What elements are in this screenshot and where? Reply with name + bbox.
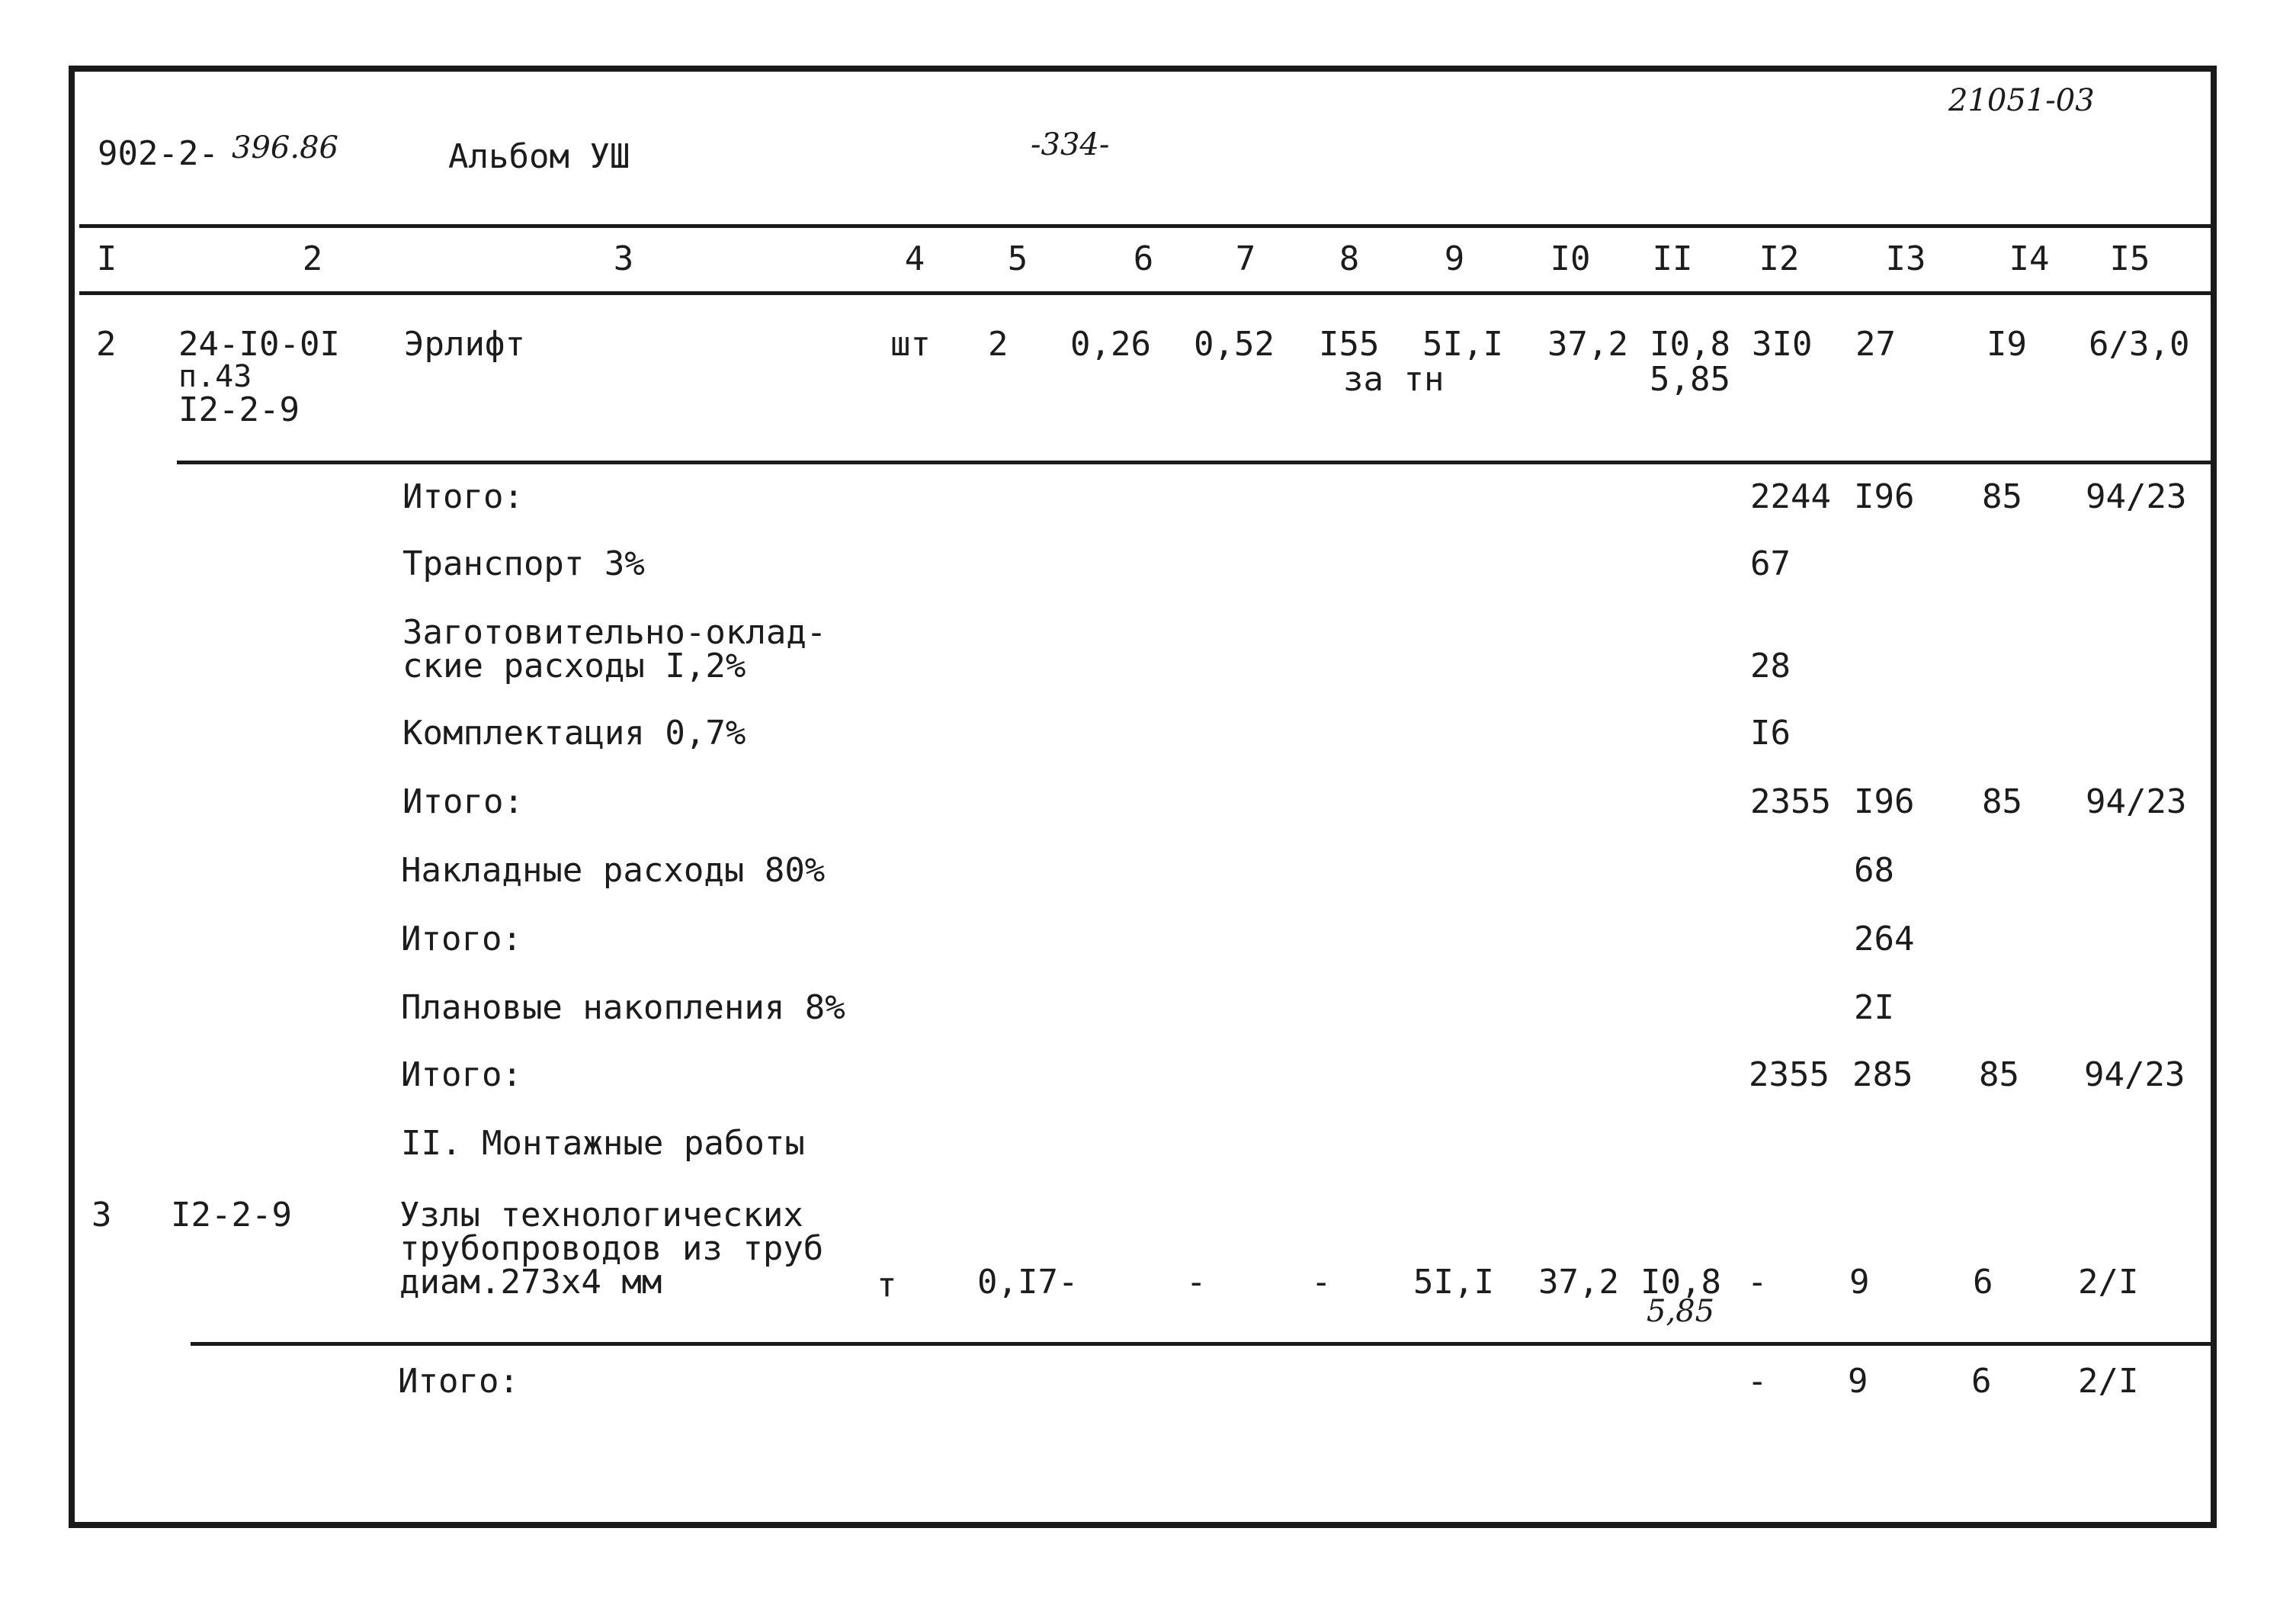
col-head: I3 [1885, 239, 1926, 278]
value-cell: 0,52 [1194, 325, 1275, 364]
value-cell: 5I,I [1422, 325, 1503, 364]
value-cell: 85 [1982, 477, 2022, 516]
section-title: II. Монтажные работы [401, 1124, 805, 1163]
col-head: I5 [2109, 239, 2150, 278]
value-cell: 6/3,0 [2089, 325, 2190, 364]
stamp-number: 21051-03 [1948, 83, 2095, 118]
summary-label: Итого: [402, 782, 524, 821]
value-cell: 85 [1982, 782, 2022, 821]
value-cell: 37,2 [1538, 1263, 1619, 1302]
summary-label: Комплектация 0,7% [402, 714, 746, 753]
rule-row3-bottom [191, 1342, 2211, 1346]
value-cell: I0,8 [1650, 325, 1730, 364]
value-cell: 67 [1750, 544, 1791, 583]
value-cell: - [1747, 1362, 1768, 1401]
album-title: Альбом УШ [448, 137, 630, 176]
value-note: 5,85 [1650, 360, 1730, 399]
value-cell: - [1747, 1263, 1768, 1302]
value-cell: 2355 [1750, 782, 1831, 821]
value-cell: - [1311, 1263, 1332, 1302]
col-head: II [1652, 239, 1693, 278]
value-cell: I96 [1854, 782, 1915, 821]
value-cell: 5I,I [1413, 1263, 1494, 1302]
code-cell: 24-I0-0I [178, 325, 340, 364]
col-head: 5 [1007, 239, 1028, 278]
col-head: 7 [1235, 239, 1256, 278]
value-note: 5,85 [1647, 1294, 1715, 1329]
value-cell: 85 [1979, 1055, 2019, 1094]
col-head: I4 [2009, 239, 2050, 278]
value-cell: 2/I [2078, 1263, 2139, 1302]
unit-cell: шт [890, 325, 931, 364]
value-cell: 27 [1855, 325, 1896, 364]
value-cell: 264 [1854, 920, 1915, 958]
value-cell: 9 [1848, 1362, 1868, 1401]
col-head: 2 [302, 239, 323, 278]
page-number: -334- [1031, 127, 1110, 162]
rule-header-top [79, 224, 2211, 228]
value-cell: 94/23 [2086, 477, 2187, 516]
col-head: 6 [1133, 239, 1154, 278]
value-cell: I55 [1319, 325, 1380, 364]
value-note: за тн [1343, 360, 1445, 399]
value-cell: I96 [1854, 477, 1915, 516]
value-cell: 2I [1854, 988, 1894, 1027]
code-cell: п.43 [178, 359, 252, 394]
row-number: 3 [91, 1196, 112, 1234]
value-cell: 2355 [1749, 1055, 1829, 1094]
doc-code-prefix: 902-2- [98, 134, 219, 173]
col-head: I2 [1759, 239, 1800, 278]
name-cell: Эрлифт [404, 325, 525, 364]
name-cell: Узлы технологических [399, 1196, 803, 1234]
code-cell: I2-2-9 [178, 390, 300, 429]
value-cell: 6 [1973, 1263, 1993, 1302]
summary-label: Накладные расходы 80% [401, 851, 826, 890]
value-cell: - [1186, 1263, 1207, 1302]
value-cell: 6 [1971, 1362, 1992, 1401]
rule-header-bottom [79, 291, 2211, 295]
value-cell: 68 [1854, 851, 1894, 890]
summary-label: Плановые накопления 8% [401, 988, 845, 1027]
col-head: 8 [1339, 239, 1360, 278]
value-cell: 37,2 [1547, 325, 1628, 364]
summary-label: Транспорт 3% [402, 544, 645, 583]
col-head: 9 [1444, 239, 1465, 278]
value-cell: 28 [1750, 647, 1791, 685]
name-cell: трубопроводов из труб [399, 1229, 824, 1268]
qty-cell: 0,I7- [977, 1263, 1079, 1302]
col-head: I0 [1550, 239, 1591, 278]
value-cell: I6 [1750, 714, 1791, 753]
row-number: 2 [96, 325, 117, 364]
value-cell: 94/23 [2084, 1055, 2185, 1094]
summary-label: Итого: [398, 1362, 519, 1401]
value-cell: I0,8 [1640, 1263, 1721, 1302]
value-cell: 2244 [1750, 477, 1831, 516]
doc-code-handwritten: 396.86 [232, 130, 338, 165]
qty-cell: 2 [988, 325, 1009, 364]
col-head: I [96, 239, 117, 278]
col-head: 3 [613, 239, 634, 278]
summary-label: Итого: [401, 920, 522, 958]
rule-row2-bottom [177, 461, 2211, 464]
value-cell: 285 [1852, 1055, 1913, 1094]
summary-label: Заготовительно-оклад- [402, 613, 827, 652]
value-cell: 9 [1849, 1263, 1870, 1302]
col-head: 4 [904, 239, 925, 278]
value-cell: 94/23 [2086, 782, 2187, 821]
value-cell: I9 [1987, 325, 2027, 364]
unit-cell: т [877, 1266, 897, 1305]
value-cell: 2/I [2078, 1362, 2139, 1401]
value-cell: 3I0 [1752, 325, 1813, 364]
name-cell: диам.273х4 мм [399, 1263, 662, 1302]
summary-label: Итого: [401, 1055, 522, 1094]
code-cell: I2-2-9 [171, 1196, 292, 1234]
summary-label: Итого: [402, 477, 524, 516]
summary-label: ские расходы I,2% [402, 647, 746, 685]
value-cell: 0,26 [1070, 325, 1151, 364]
